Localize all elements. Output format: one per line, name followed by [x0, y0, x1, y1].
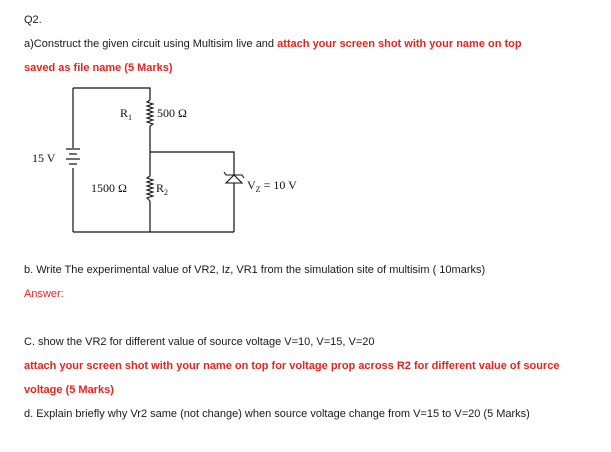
zener-voltage-label: $V_Z = 10$ V [247, 178, 297, 194]
part-d: d. Explain briefly why Vr2 same (not change) when source voltage change from V=15 to V=20 (5 Marks) [24, 408, 530, 420]
r1-value: 500 Ω [157, 106, 187, 120]
part-a-text: a)Construct the given circuit using Multisim live and [24, 38, 278, 50]
r2-label: $R_2$ [156, 181, 169, 197]
resistor-r2-icon [147, 176, 153, 201]
part-a-red-line2: saved as file name (5 Marks) [24, 62, 173, 74]
resistor-r1-icon [147, 100, 153, 126]
r2-value: 1500 Ω [91, 181, 127, 195]
answer-label: Answer: [24, 288, 64, 300]
part-c: C. show the VR2 for different value of source voltage V=10, V=15, V=20 [24, 336, 375, 348]
source-voltage-label: 15 V [32, 151, 56, 165]
r1-label: $R_1$ [120, 106, 133, 122]
part-c-red-line2: voltage (5 Marks) [24, 384, 114, 396]
circuit-wires [73, 88, 234, 232]
part-b: b. Write The experimental value of VR2, Iz, VR1 from the simulation site of multisim ( 10marks) [24, 264, 486, 276]
question-number: Q2. [24, 14, 42, 26]
part-a-red-text: attach your screen shot with your name on top [277, 38, 522, 50]
battery-icon [66, 149, 80, 164]
part-c-red-text: attach your screen shot with your name on top for voltage prop across R2 for different value of source [24, 360, 560, 372]
